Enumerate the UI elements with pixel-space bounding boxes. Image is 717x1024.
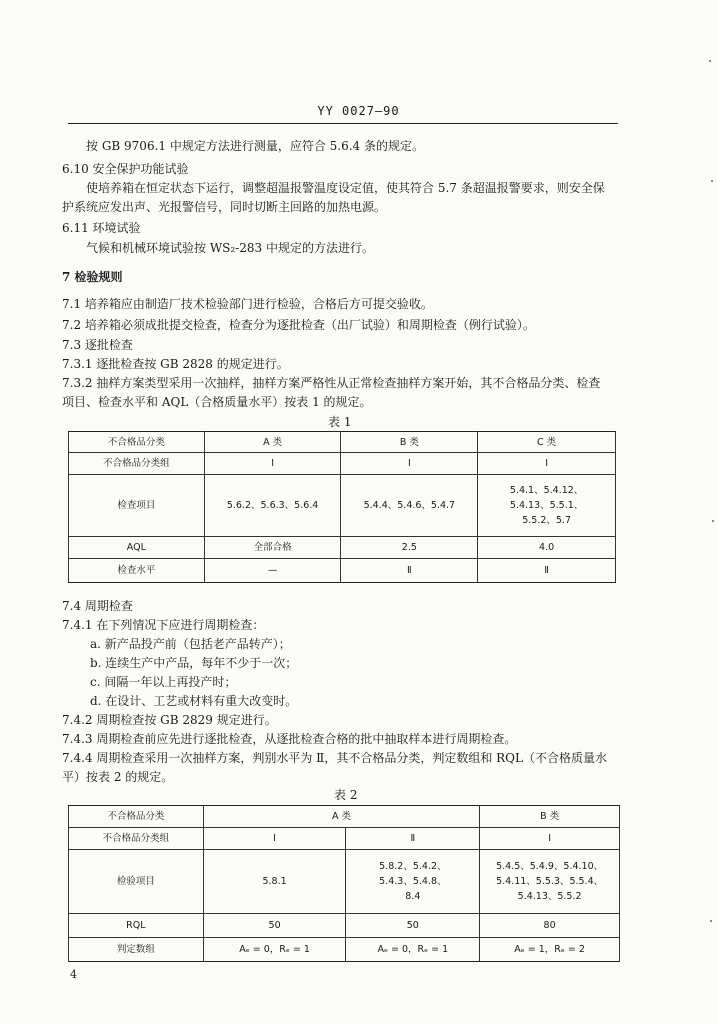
table-cell: Ⅰ <box>341 453 478 475</box>
text-line: 项目、检查水平和 AQL（合格质量水平）按表 1 的规定。 <box>62 395 372 409</box>
text-line: 7.2 培养箱必须成批提交检查，检查分为逐批检查（出厂试验）和周期检查（例行试验）。 <box>62 318 535 332</box>
text-line: 使培养箱在恒定状态下运行，调整超温报警温度设定值，使其符合 5.7 条超温报警要求，则安全保 <box>86 181 605 195</box>
table-cell: 全部合格 <box>204 537 341 559</box>
table-cell: Aₑ = 1，Rₑ = 2 <box>480 938 620 962</box>
table-cell: Ⅱ <box>341 559 478 583</box>
table-cell: Ⅱ <box>346 828 480 850</box>
table1-caption: 表 1 <box>328 415 352 429</box>
header-rule <box>68 123 618 124</box>
table-cell: B 类 <box>480 806 620 828</box>
table-cell: 检查项目 <box>69 475 205 537</box>
text-line: 按 GB 9706.1 中规定方法进行测量，应符合 5.6.4 条的规定。 <box>86 139 424 153</box>
table-cell: RQL <box>69 914 204 938</box>
chapter-heading: 7 检验规则 <box>62 270 123 284</box>
scan-speck <box>710 920 712 922</box>
table-1 <box>68 431 616 583</box>
table-row <box>69 938 620 962</box>
table-cell: A 类 <box>204 432 341 453</box>
table-cell: 不合格品分类 <box>69 432 205 453</box>
table-row <box>69 914 620 938</box>
text-line: 7.4.1 在下列情况下应进行周期检查： <box>62 618 265 632</box>
page-header: YY 0027—90 <box>317 104 400 118</box>
scan-speck <box>711 180 713 182</box>
list-item: a. 新产品投产前（包括老产品转产）； <box>90 637 291 651</box>
table-cell: 检查水平 <box>69 559 205 583</box>
table-cell: B 类 <box>341 432 478 453</box>
text-line: 气候和机械环境试验按 WS₂-283 中规定的方法进行。 <box>86 241 374 255</box>
table-cell: AQL <box>69 537 205 559</box>
page-number: 4 <box>70 968 77 981</box>
list-item: c. 间隔一年以上再投产时； <box>90 675 237 689</box>
table-cell: A 类 <box>203 806 479 828</box>
table-cell: 判定数组 <box>69 938 204 962</box>
table-row <box>69 850 620 914</box>
section-heading: 6.10 安全保护功能试验 <box>62 162 189 176</box>
table-cell: — <box>204 559 341 583</box>
table-row <box>69 828 620 850</box>
table-cell: C 类 <box>478 432 616 453</box>
table-cell: Aₑ = 0，Rₑ = 1 <box>203 938 346 962</box>
table-cell: Ⅰ <box>204 453 341 475</box>
text-line: 平）按表 2 的规定。 <box>62 770 174 784</box>
table-cell: Ⅰ <box>203 828 346 850</box>
table-cell: 不合格品分类 <box>69 806 204 828</box>
table-cell: 不合格品分类组 <box>69 453 205 475</box>
table-cell: Ⅰ <box>478 453 616 475</box>
table-row <box>69 432 616 453</box>
table-cell: 5.4.4、5.4.6、5.4.7 <box>341 475 478 537</box>
table-cell: Aₑ = 0，Rₑ = 1 <box>346 938 480 962</box>
table-cell: 4.0 <box>478 537 616 559</box>
table-cell: 80 <box>480 914 620 938</box>
table-cell: 2.5 <box>341 537 478 559</box>
table-cell: 不合格品分类组 <box>69 828 204 850</box>
scan-speck <box>712 520 714 522</box>
text-line: 7.3.2 抽样方案类型采用一次抽样，抽样方案严格性从正常检查抽样方案开始，其不合格品分类、检查 <box>62 376 601 390</box>
table-cell: 5.4.1、5.4.12、 5.4.13、5.5.1、 5.5.2、5.7 <box>478 475 616 537</box>
section-heading: 6.11 环境试验 <box>62 221 141 235</box>
text-line: 7.4.2 周期检查按 GB 2829 规定进行。 <box>62 713 277 727</box>
table-cell: Ⅰ <box>480 828 620 850</box>
table-cell: 5.8.1 <box>203 850 346 914</box>
table-cell: Ⅱ <box>478 559 616 583</box>
list-item: d. 在设计、工艺或材料有重大改变时。 <box>90 694 298 708</box>
text-line: 7.4.4 周期检查采用一次抽样方案，判别水平为 Ⅱ，其不合格品分类，判定数组和 RQL（不合格质量水 <box>62 751 607 765</box>
table2-caption: 表 2 <box>334 788 358 802</box>
table-row <box>69 806 620 828</box>
section-heading: 7.3 逐批检查 <box>62 338 133 352</box>
table-cell: 检验项目 <box>69 850 204 914</box>
text-line: 护系统应发出声、光报警信号，同时切断主回路的加热电源。 <box>62 200 387 214</box>
table-2 <box>68 805 620 962</box>
text-line: 7.3.1 逐批检查按 GB 2828 的规定进行。 <box>62 357 289 371</box>
text-line: 7.1 培养箱应由制造厂技术检验部门进行检验，合格后方可提交验收。 <box>62 297 433 311</box>
table-row <box>69 537 616 559</box>
table-cell: 50 <box>203 914 346 938</box>
list-item: b. 连续生产中产品，每年不少于一次； <box>90 656 298 670</box>
table-cell: 5.6.2、5.6.3、5.6.4 <box>204 475 341 537</box>
table-row <box>69 475 616 537</box>
table-cell: 5.8.2、5.4.2、 5.4.3、5.4.8、 8.4 <box>346 850 480 914</box>
text-line: 7.4.3 周期检查前应先进行逐批检查，从逐批检查合格的批中抽取样本进行周期检查。 <box>62 732 517 746</box>
table-cell: 50 <box>346 914 480 938</box>
table-row <box>69 453 616 475</box>
scan-speck <box>709 60 711 62</box>
table-row <box>69 559 616 583</box>
table-cell: 5.4.5、5.4.9、5.4.10、 5.4.11、5.5.3、5.5.4、 5.4.13、5.5.2 <box>480 850 620 914</box>
section-heading: 7.4 周期检查 <box>62 599 133 613</box>
